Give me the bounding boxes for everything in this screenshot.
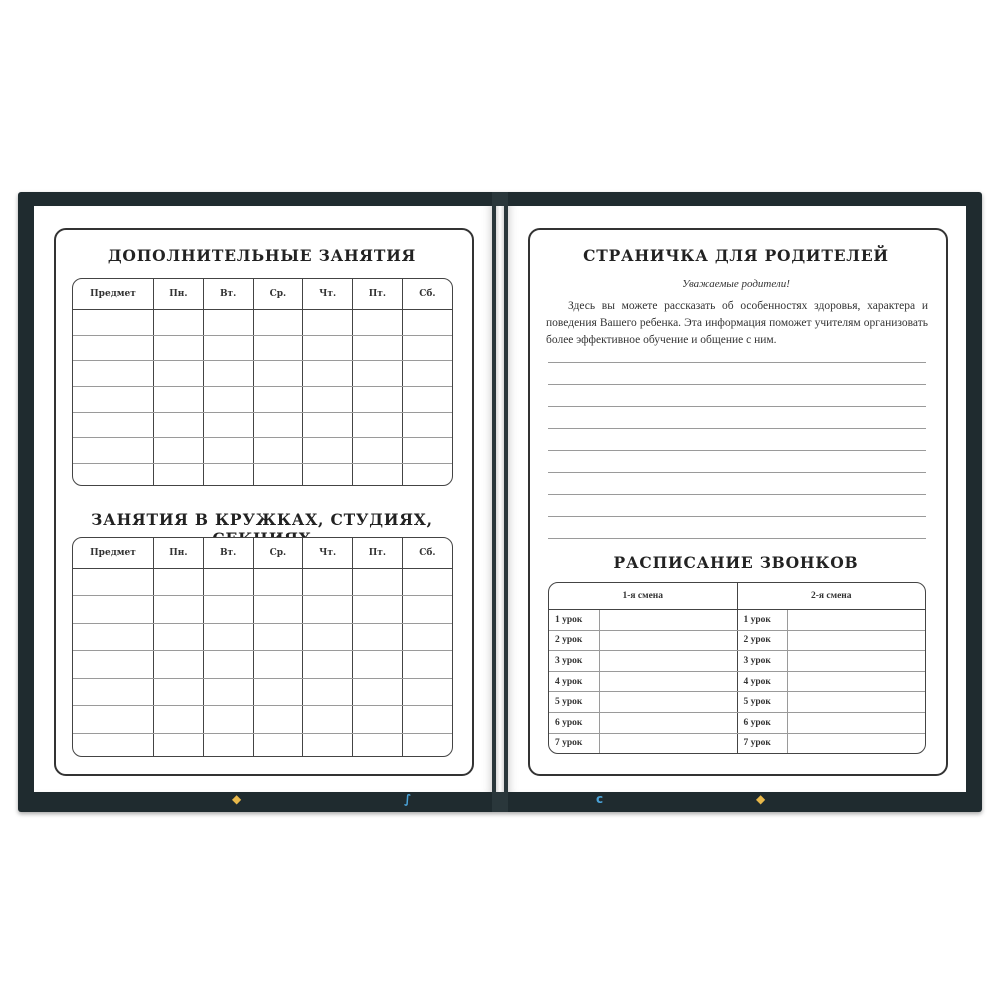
table-cell[interactable]: [154, 412, 204, 438]
table-cell[interactable]: [402, 706, 452, 733]
table-cell[interactable]: [203, 678, 253, 705]
writing-line[interactable]: [548, 362, 926, 363]
table-row: [73, 412, 452, 438]
extra-classes-header-1: Пн.: [154, 279, 204, 310]
table-cell[interactable]: [154, 733, 204, 756]
table-cell[interactable]: [203, 387, 253, 413]
bell-row: [549, 610, 925, 631]
shift-2-time-cell[interactable]: [787, 671, 925, 692]
extra-classes-header-4: Чт.: [303, 279, 353, 310]
table-cell[interactable]: [253, 733, 303, 756]
table-cell[interactable]: [303, 387, 353, 413]
parents-page-title: СТРАНИЧКА ДЛЯ РОДИТЕЛЕЙ: [583, 246, 889, 265]
table-cell[interactable]: [253, 596, 303, 623]
table-row: [73, 464, 452, 485]
table-cell[interactable]: [73, 361, 154, 387]
table-cell[interactable]: [353, 464, 403, 485]
table-cell[interactable]: [353, 678, 403, 705]
table-cell[interactable]: [402, 651, 452, 678]
table-cell[interactable]: [303, 733, 353, 756]
clubs-header-1: Пн.: [154, 538, 204, 569]
table-cell[interactable]: [303, 438, 353, 464]
table-cell[interactable]: [402, 678, 452, 705]
table-cell[interactable]: [353, 623, 403, 650]
writing-line[interactable]: [548, 384, 926, 385]
cover-decoration-wave-icon: ∫: [404, 792, 412, 806]
table-cell[interactable]: [203, 361, 253, 387]
table-cell[interactable]: [154, 361, 204, 387]
clubs-header-3: Ср.: [253, 538, 303, 569]
bell-schedule-table: [548, 582, 926, 754]
shift-2-lesson-label: 2 урок: [737, 630, 787, 651]
shift-1-time-cell[interactable]: [599, 610, 737, 631]
table-cell[interactable]: [353, 569, 403, 596]
table-row: [73, 335, 452, 361]
table-cell[interactable]: [73, 412, 154, 438]
table-cell[interactable]: [203, 706, 253, 733]
shift-2-time-cell[interactable]: [787, 692, 925, 713]
table-cell[interactable]: [203, 464, 253, 485]
parents-intro-text: Здесь вы можете рассказать об особенностях здоровья, характера и поведения Вашего ребенка. Эта информация поможет учителям организовать более эффективное обучение и общение с ним.: [546, 300, 928, 346]
extra-classes-table: [72, 278, 453, 486]
shift-1-time-cell[interactable]: [599, 630, 737, 651]
clubs-header-6: Сб.: [402, 538, 452, 569]
table-cell[interactable]: [353, 651, 403, 678]
cover-decoration-c-icon: ϲ: [596, 792, 604, 806]
parents-greeting: Уважаемые родители!: [682, 278, 790, 290]
table-cell[interactable]: [353, 310, 403, 336]
table-cell[interactable]: [353, 706, 403, 733]
table-cell[interactable]: [303, 651, 353, 678]
writing-line[interactable]: [548, 406, 926, 407]
table-cell[interactable]: [402, 361, 452, 387]
table-cell[interactable]: [73, 596, 154, 623]
table-row: [73, 438, 452, 464]
shift-2-lesson-label: 6 урок: [737, 713, 787, 734]
table-cell[interactable]: [73, 310, 154, 336]
bell-row: [549, 713, 925, 734]
writing-line[interactable]: [548, 538, 926, 539]
bell-row: [549, 651, 925, 672]
cover-decoration-right-icon: ◆: [756, 792, 766, 806]
bell-row: [549, 671, 925, 692]
table-row: [73, 361, 452, 387]
table-cell[interactable]: [402, 733, 452, 756]
extra-classes-header-5: Пт.: [353, 279, 403, 310]
table-row: [73, 387, 452, 413]
writing-line[interactable]: [548, 472, 926, 473]
table-cell[interactable]: [402, 412, 452, 438]
table-row: [73, 678, 452, 705]
shift-1-lesson-label: 5 урок: [549, 692, 599, 713]
clubs-header-5: Пт.: [353, 538, 403, 569]
shift-1-lesson-label: 3 урок: [549, 651, 599, 672]
shift-2-lesson-label: 1 урок: [737, 610, 787, 631]
shift-1-time-cell[interactable]: [599, 671, 737, 692]
table-cell[interactable]: [73, 733, 154, 756]
table-cell[interactable]: [253, 651, 303, 678]
table-cell[interactable]: [353, 596, 403, 623]
shift-1-time-cell[interactable]: [599, 733, 737, 753]
table-cell[interactable]: [353, 733, 403, 756]
shift-2-time-cell[interactable]: [787, 610, 925, 631]
table-cell[interactable]: [154, 623, 204, 650]
table-row: [73, 733, 452, 756]
writing-line[interactable]: [548, 428, 926, 429]
table-cell[interactable]: [73, 651, 154, 678]
table-cell[interactable]: [303, 569, 353, 596]
cover-decoration-left-icon: ◆: [232, 792, 242, 806]
extra-classes-title: ДОПОЛНИТЕЛЬНЫЕ ЗАНЯТИЯ: [107, 246, 417, 265]
table-cell[interactable]: [203, 569, 253, 596]
table-cell[interactable]: [73, 335, 154, 361]
table-cell[interactable]: [402, 310, 452, 336]
table-cell[interactable]: [303, 706, 353, 733]
clubs-header-0: Предмет: [73, 538, 154, 569]
table-cell[interactable]: [402, 464, 452, 485]
shift-1-time-cell[interactable]: [599, 713, 737, 734]
table-cell[interactable]: [203, 651, 253, 678]
table-cell[interactable]: [253, 706, 303, 733]
shift-2-time-cell[interactable]: [787, 713, 925, 734]
writing-line[interactable]: [548, 450, 926, 451]
shift-1-header: 1-я смена: [549, 583, 737, 610]
table-cell[interactable]: [253, 361, 303, 387]
shift-1-lesson-label: 1 урок: [549, 610, 599, 631]
writing-line[interactable]: [548, 516, 926, 517]
table-cell[interactable]: [73, 706, 154, 733]
table-cell[interactable]: [402, 438, 452, 464]
page-gutter: [496, 206, 504, 792]
table-row: [73, 651, 452, 678]
table-cell[interactable]: [154, 569, 204, 596]
table-row: [73, 706, 452, 733]
table-cell[interactable]: [402, 387, 452, 413]
extra-classes-header-2: Вт.: [203, 279, 253, 310]
extra-classes-header-0: Предмет: [73, 279, 154, 310]
shift-2-lesson-label: 5 урок: [737, 692, 787, 713]
table-cell[interactable]: [203, 335, 253, 361]
table-cell[interactable]: [303, 412, 353, 438]
shift-2-lesson-label: 4 урок: [737, 671, 787, 692]
shift-1-time-cell[interactable]: [599, 692, 737, 713]
table-cell[interactable]: [154, 678, 204, 705]
table-cell[interactable]: [303, 623, 353, 650]
shift-1-lesson-label: 4 урок: [549, 671, 599, 692]
table-cell[interactable]: [154, 387, 204, 413]
table-cell[interactable]: [303, 678, 353, 705]
table-cell[interactable]: [303, 335, 353, 361]
table-cell[interactable]: [353, 438, 403, 464]
extra-classes-header-3: Ср.: [253, 279, 303, 310]
table-row: [73, 596, 452, 623]
table-cell[interactable]: [203, 733, 253, 756]
shift-1-lesson-label: 2 урок: [549, 630, 599, 651]
bell-row: [549, 692, 925, 713]
table-cell[interactable]: [73, 387, 154, 413]
table-cell[interactable]: [154, 335, 204, 361]
shift-2-time-cell[interactable]: [787, 733, 925, 753]
bell-row: [549, 630, 925, 651]
table-cell[interactable]: [154, 438, 204, 464]
shift-2-lesson-label: 7 урок: [737, 733, 787, 753]
writing-line[interactable]: [548, 494, 926, 495]
table-cell[interactable]: [253, 678, 303, 705]
shift-2-time-cell[interactable]: [787, 651, 925, 672]
table-cell[interactable]: [253, 310, 303, 336]
shift-1-lesson-label: 7 урок: [549, 733, 599, 753]
table-row: [73, 569, 452, 596]
table-cell[interactable]: [253, 387, 303, 413]
shift-1-time-cell[interactable]: [599, 651, 737, 672]
table-cell[interactable]: [203, 623, 253, 650]
extra-classes-header-6: Сб.: [402, 279, 452, 310]
table-cell[interactable]: [353, 412, 403, 438]
table-cell[interactable]: [402, 623, 452, 650]
table-cell[interactable]: [402, 569, 452, 596]
table-cell[interactable]: [353, 361, 403, 387]
table-row: [73, 623, 452, 650]
table-cell[interactable]: [154, 464, 204, 485]
table-cell[interactable]: [73, 569, 154, 596]
table-cell[interactable]: [253, 412, 303, 438]
table-cell[interactable]: [353, 335, 403, 361]
shift-1-lesson-label: 6 урок: [549, 713, 599, 734]
table-cell[interactable]: [303, 596, 353, 623]
table-cell[interactable]: [303, 361, 353, 387]
table-cell[interactable]: [402, 335, 452, 361]
table-cell[interactable]: [353, 387, 403, 413]
clubs-header-4: Чт.: [303, 538, 353, 569]
table-cell[interactable]: [73, 464, 154, 485]
table-cell[interactable]: [203, 438, 253, 464]
table-cell[interactable]: [303, 464, 353, 485]
table-cell[interactable]: [154, 596, 204, 623]
table-cell[interactable]: [154, 651, 204, 678]
table-cell[interactable]: [253, 623, 303, 650]
table-cell[interactable]: [253, 335, 303, 361]
table-cell[interactable]: [73, 623, 154, 650]
table-cell[interactable]: [203, 412, 253, 438]
table-cell[interactable]: [203, 596, 253, 623]
table-cell[interactable]: [253, 569, 303, 596]
table-cell[interactable]: [303, 310, 353, 336]
table-row: [73, 310, 452, 336]
table-cell[interactable]: [154, 310, 204, 336]
clubs-header-2: Вт.: [203, 538, 253, 569]
table-cell[interactable]: [402, 596, 452, 623]
clubs-title: ЗАНЯТИЯ В КРУЖКАХ, СТУДИЯХ,: [91, 510, 433, 529]
shift-2-header: 2-я смена: [737, 583, 925, 610]
table-cell[interactable]: [154, 706, 204, 733]
table-cell[interactable]: [253, 438, 303, 464]
table-cell[interactable]: [203, 310, 253, 336]
shift-2-time-cell[interactable]: [787, 630, 925, 651]
table-cell[interactable]: [73, 438, 154, 464]
shift-2-lesson-label: 3 урок: [737, 651, 787, 672]
table-cell[interactable]: [253, 464, 303, 485]
bell-row: [549, 733, 925, 753]
clubs-table: [72, 537, 453, 757]
bell-schedule-title: РАСПИСАНИЕ ЗВОНКОВ: [613, 553, 859, 572]
table-cell[interactable]: [73, 678, 154, 705]
